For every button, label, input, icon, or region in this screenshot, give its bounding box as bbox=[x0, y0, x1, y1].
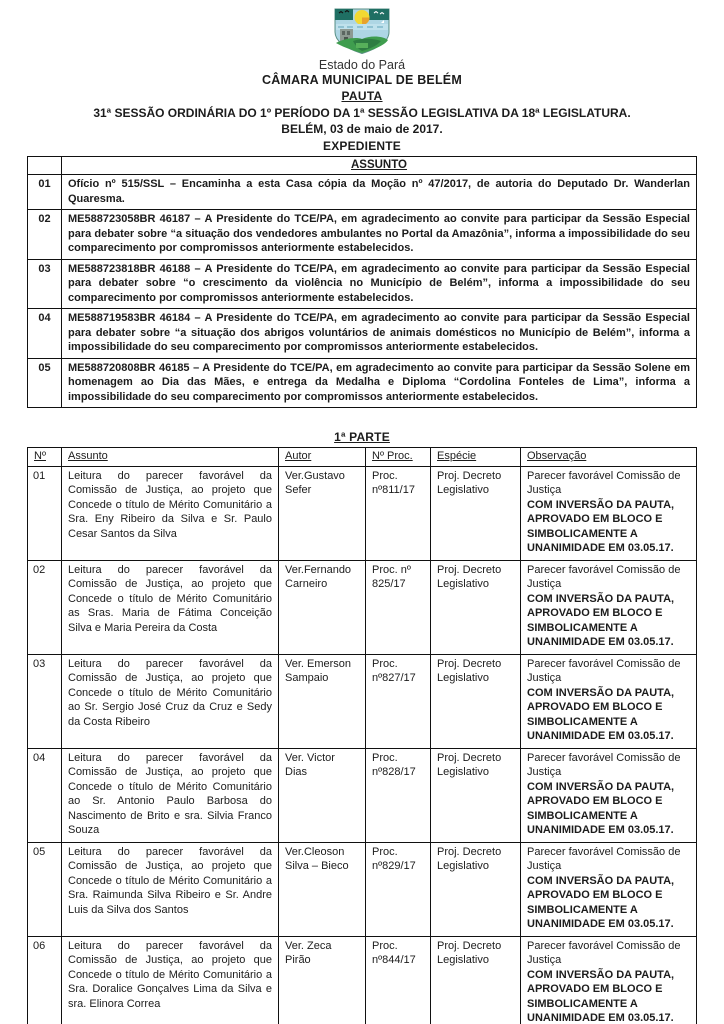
row-number: 03 bbox=[28, 259, 62, 309]
state-name: Estado do Pará bbox=[318, 58, 406, 72]
place-and-date: BELÉM, 03 de maio de 2017. bbox=[281, 122, 443, 136]
table-row bbox=[28, 175, 697, 210]
observacao-destaque: COM INVERSÃO DA PAUTA, APROVADO EM BLOCO E SIMBOLICAMENTE A UNANIMIDADE EM 03.05.17. bbox=[527, 968, 675, 1024]
row-especie: Proj. Decreto Legislativo bbox=[431, 466, 521, 560]
column-header-assunto: Assunto bbox=[62, 448, 279, 467]
coat-of-arms-icon bbox=[333, 7, 391, 55]
column-header-observacao: Observação bbox=[521, 448, 697, 467]
row-especie: Proj. Decreto Legislativo bbox=[431, 936, 521, 1024]
row-assunto: ME588719583BR 46184 – A Presidente do TCE/PA, em agradecimento ao convite para participar da Sessão Especial para debater sobre “a situação dos abrigos voluntários de animais domésticos no Município de Belém”, informa a impossibilidade do seu comparecimento por compromissos anteriormente estabelecidos. bbox=[62, 309, 697, 359]
row-assunto: Ofício nº 515/SSL – Encaminha a esta Casa cópia da Moção nº 47/2017, de autoria do Deputado Dr. Wanderlan Quaresma. bbox=[62, 175, 697, 210]
row-number: 01 bbox=[28, 175, 62, 210]
observacao-destaque: COM INVERSÃO DA PAUTA, APROVADO EM BLOCO E SIMBOLICAMENTE A UNANIMIDADE EM 03.05.17. bbox=[527, 780, 675, 837]
table-row bbox=[28, 842, 697, 936]
section-primeira-parte: 1ª PARTE bbox=[334, 430, 390, 445]
row-assunto: Leitura do parecer favorável da Comissão de Justiça, ao projeto que Concede o título de Mérito Comunitário a Sra. Eny Ribeiro da Silva e Sr. Paulo Cesar Santos da Silva bbox=[62, 466, 279, 560]
document-header bbox=[0, 0, 724, 153]
column-header-proc: Nº Proc. bbox=[366, 448, 431, 467]
section-expediente: EXPEDIENTE bbox=[322, 139, 402, 153]
observacao-destaque: COM INVERSÃO DA PAUTA, APROVADO EM BLOCO E SIMBOLICAMENTE A UNANIMIDADE EM 03.05.17. bbox=[527, 686, 675, 743]
row-observacao bbox=[521, 654, 697, 748]
row-number: 04 bbox=[28, 748, 62, 842]
row-especie: Proj. Decreto Legislativo bbox=[431, 842, 521, 936]
observacao-parecer: Parecer favorável Comissão de Justiça bbox=[527, 751, 681, 779]
row-especie: Proj. Decreto Legislativo bbox=[431, 748, 521, 842]
row-assunto: ME588723818BR 46188 – A Presidente do TCE/PA, em agradecimento ao convite para participar da Sessão Especial para debater sobre “o crescimento da violência no Município de Belém”, informa a impossibilidade do seu comparecimento por compromissos anteriormente estabelecidos. bbox=[62, 259, 697, 309]
row-number: 02 bbox=[28, 210, 62, 260]
row-especie: Proj. Decreto Legislativo bbox=[431, 654, 521, 748]
column-header-especie: Espécie bbox=[431, 448, 521, 467]
row-assunto: Leitura do parecer favorável da Comissão de Justiça, ao projeto que Concede o título de Mérito Comunitário a Sra. Doralice Gonçalves Lima da Silva e sra. Elinora Correa bbox=[62, 936, 279, 1024]
column-header-autor: Autor bbox=[279, 448, 366, 467]
observacao-parecer: Parecer favorável Comissão de Justiça bbox=[527, 657, 681, 685]
expediente-table bbox=[27, 156, 697, 408]
row-assunto: Leitura do parecer favorável da Comissão de Justiça, ao projeto que Concede o título de Mérito Comunitário as Sras. Maria de Fátima Conceição Silva e Maria Pereira da Costa bbox=[62, 560, 279, 654]
row-autor: Ver. Emerson Sampaio bbox=[279, 654, 366, 748]
row-proc: Proc. nº 825/17 bbox=[366, 560, 431, 654]
row-observacao bbox=[521, 936, 697, 1024]
session-title: 31ª SESSÃO ORDINÁRIA DO 1º PERÍODO DA 1ª SESSÃO LEGISLATIVA DA 18ª LEGISLATURA. bbox=[93, 106, 631, 120]
row-number: 02 bbox=[28, 560, 62, 654]
row-proc: Proc. nº811/17 bbox=[366, 466, 431, 560]
table-row bbox=[28, 309, 697, 359]
row-autor: Ver.Cleoson Silva – Bieco bbox=[279, 842, 366, 936]
row-assunto: Leitura do parecer favorável da Comissão de Justiça, ao projeto que Concede o título de Mérito Comunitário a Sra. Raimunda Silva Ribeiro e Sr. Andre Luis da Silva dos Santos bbox=[62, 842, 279, 936]
row-assunto: ME588723058BR 46187 – A Presidente do TCE/PA, em agradecimento ao convite para participar da Sessão Especial para debater sobre “a situação dos vendedores ambulantes no Portal da Amazônia”, informa a impossibilidade do seu comparecimento por compromissos anteriormente estabelecidos. bbox=[62, 210, 697, 260]
row-proc: Proc. nº828/17 bbox=[366, 748, 431, 842]
chamber-name: CÂMARA MUNICIPAL DE BELÉM bbox=[262, 73, 462, 87]
observacao-destaque: COM INVERSÃO DA PAUTA, APROVADO EM BLOCO E SIMBOLICAMENTE A UNANIMIDADE EM 03.05.17. bbox=[527, 592, 675, 649]
expediente-header-blank-cell bbox=[28, 157, 62, 175]
table-row bbox=[28, 654, 697, 748]
expediente-header-row bbox=[28, 157, 697, 175]
row-observacao bbox=[521, 466, 697, 560]
row-assunto: Leitura do parecer favorável da Comissão de Justiça, ao projeto que Concede o título de Mérito Comunitário ao Sr. Sergio José Cruz da Cruz e Sedy da Costa Ribeiro bbox=[62, 654, 279, 748]
observacao-destaque: COM INVERSÃO DA PAUTA, APROVADO EM BLOCO E SIMBOLICAMENTE A UNANIMIDADE EM 03.05.17. bbox=[527, 498, 675, 555]
row-number: 05 bbox=[28, 358, 62, 408]
row-proc: Proc. nº827/17 bbox=[366, 654, 431, 748]
row-number: 04 bbox=[28, 309, 62, 359]
table-row bbox=[28, 259, 697, 309]
row-proc: Proc. nº829/17 bbox=[366, 842, 431, 936]
row-autor: Ver.Gustavo Sefer bbox=[279, 466, 366, 560]
column-header-numero: Nº bbox=[28, 448, 62, 467]
expediente-header-assunto: ASSUNTO bbox=[62, 157, 697, 175]
row-number: 01 bbox=[28, 466, 62, 560]
row-assunto: Leitura do parecer favorável da Comissão de Justiça, ao projeto que Concede o título de Mérito Comunitário ao Sr. Antonio Paulo Barbosa do Nascimento de Brito e sra. Silvia Franco Souza bbox=[62, 748, 279, 842]
primeira-parte-header-row bbox=[28, 448, 697, 467]
belem-coat-of-arms bbox=[0, 7, 724, 55]
observacao-parecer: Parecer favorável Comissão de Justiça bbox=[527, 939, 681, 967]
table-row bbox=[28, 466, 697, 560]
row-assunto: ME588720808BR 46185 – A Presidente do TCE/PA, em agradecimento ao convite para participar da Sessão Solene em homenagem ao Dia das Mães, e entrega da Medalha e Diploma “Cordolina Fonteles de Lima”, informa a impossibilidade do seu comparecimento por compromissos anteriormente estabelecidos. bbox=[62, 358, 697, 408]
row-number: 06 bbox=[28, 936, 62, 1024]
table-row bbox=[28, 358, 697, 408]
row-number: 05 bbox=[28, 842, 62, 936]
table-row bbox=[28, 936, 697, 1024]
row-autor: Ver. Zeca Pirão bbox=[279, 936, 366, 1024]
observacao-parecer: Parecer favorável Comissão de Justiça bbox=[527, 469, 681, 497]
table-row bbox=[28, 560, 697, 654]
primeira-parte-table bbox=[27, 447, 697, 1024]
row-proc: Proc. nº844/17 bbox=[366, 936, 431, 1024]
document-title: PAUTA bbox=[341, 89, 383, 103]
row-observacao bbox=[521, 560, 697, 654]
row-autor: Ver. Victor Dias bbox=[279, 748, 366, 842]
row-especie: Proj. Decreto Legislativo bbox=[431, 560, 521, 654]
observacao-parecer: Parecer favorável Comissão de Justiça bbox=[527, 563, 681, 591]
row-observacao bbox=[521, 748, 697, 842]
table-row bbox=[28, 748, 697, 842]
row-number: 03 bbox=[28, 654, 62, 748]
row-observacao bbox=[521, 842, 697, 936]
observacao-parecer: Parecer favorável Comissão de Justiça bbox=[527, 845, 681, 873]
table-row bbox=[28, 210, 697, 260]
row-autor: Ver.Fernando Carneiro bbox=[279, 560, 366, 654]
observacao-destaque: COM INVERSÃO DA PAUTA, APROVADO EM BLOCO E SIMBOLICAMENTE A UNANIMIDADE EM 03.05.17. bbox=[527, 874, 675, 931]
